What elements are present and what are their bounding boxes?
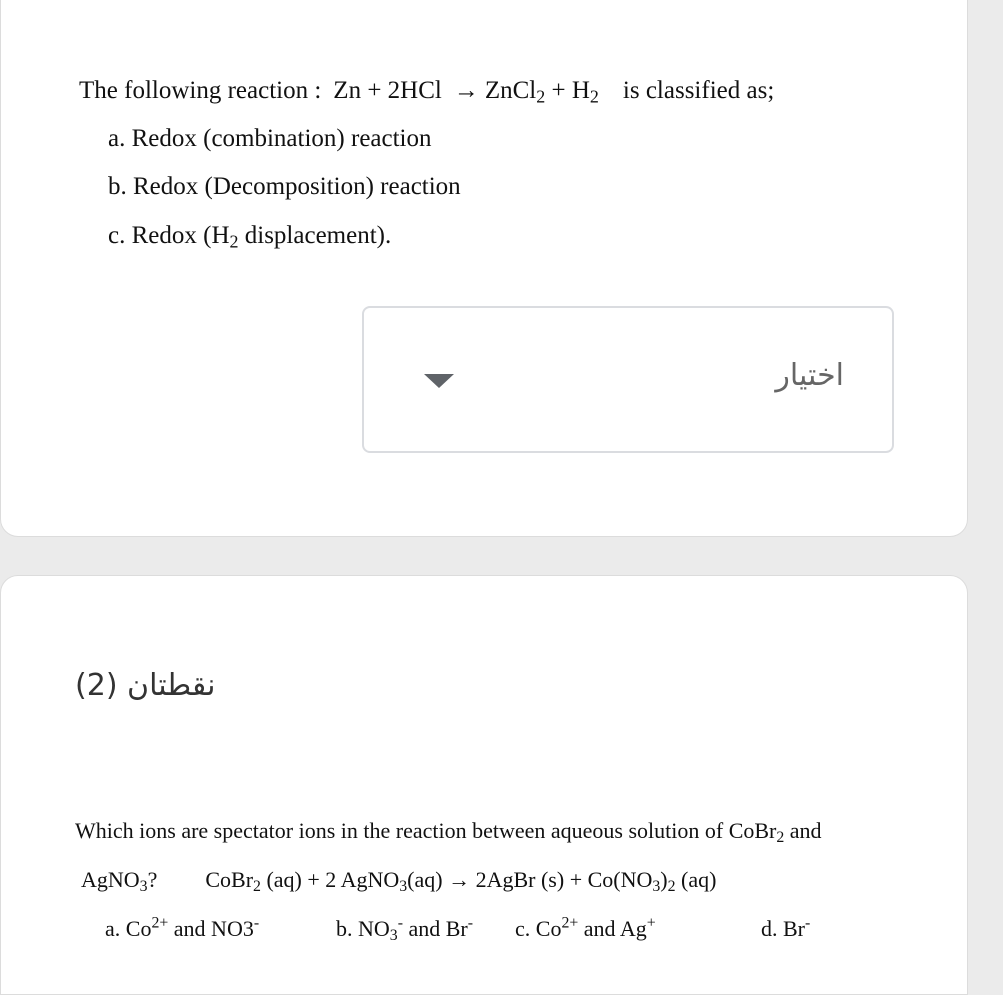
points-label: نقطتان (2) — [75, 668, 216, 703]
question-2-option-c: c. $Co^{2+}$ and Ag+ — [515, 914, 656, 941]
question-card-2 — [0, 575, 968, 995]
question-1-option-a: a. Redox (combination) reaction — [108, 125, 432, 152]
question-1-option-b: b. Redox (Decomposition) reaction — [108, 173, 461, 200]
question-1-option-c: c. Redox ($H_2$ displacement). — [108, 222, 392, 252]
question-1-stem: The following reaction : Zn + 2HCl → ZnCl$_2$ + $H_2$ is classified as; — [79, 77, 775, 107]
question-2-option-b: b. $NO_3^-$ and Br- — [336, 914, 474, 944]
question-2-equation: AgNO$_3$? CoBr$_2$ (aq) + 2 AgNO$_3$(aq) → 2AgBr $(s) + Co(NO_3)_2$ (aq) — [81, 867, 717, 895]
dropdown-placeholder: اختيار — [775, 358, 844, 393]
dropdown-arrow-icon — [424, 374, 454, 388]
question-2-option-d: d. Br- — [761, 914, 811, 941]
answer-dropdown[interactable] — [362, 306, 894, 453]
question-2-option-a: a. $Co^{2+}$ and NO3- — [105, 914, 260, 941]
question-2-stem: Which ions are spectator ions in the reaction between aqueous solution of CoBr$_2$ and — [75, 818, 822, 846]
